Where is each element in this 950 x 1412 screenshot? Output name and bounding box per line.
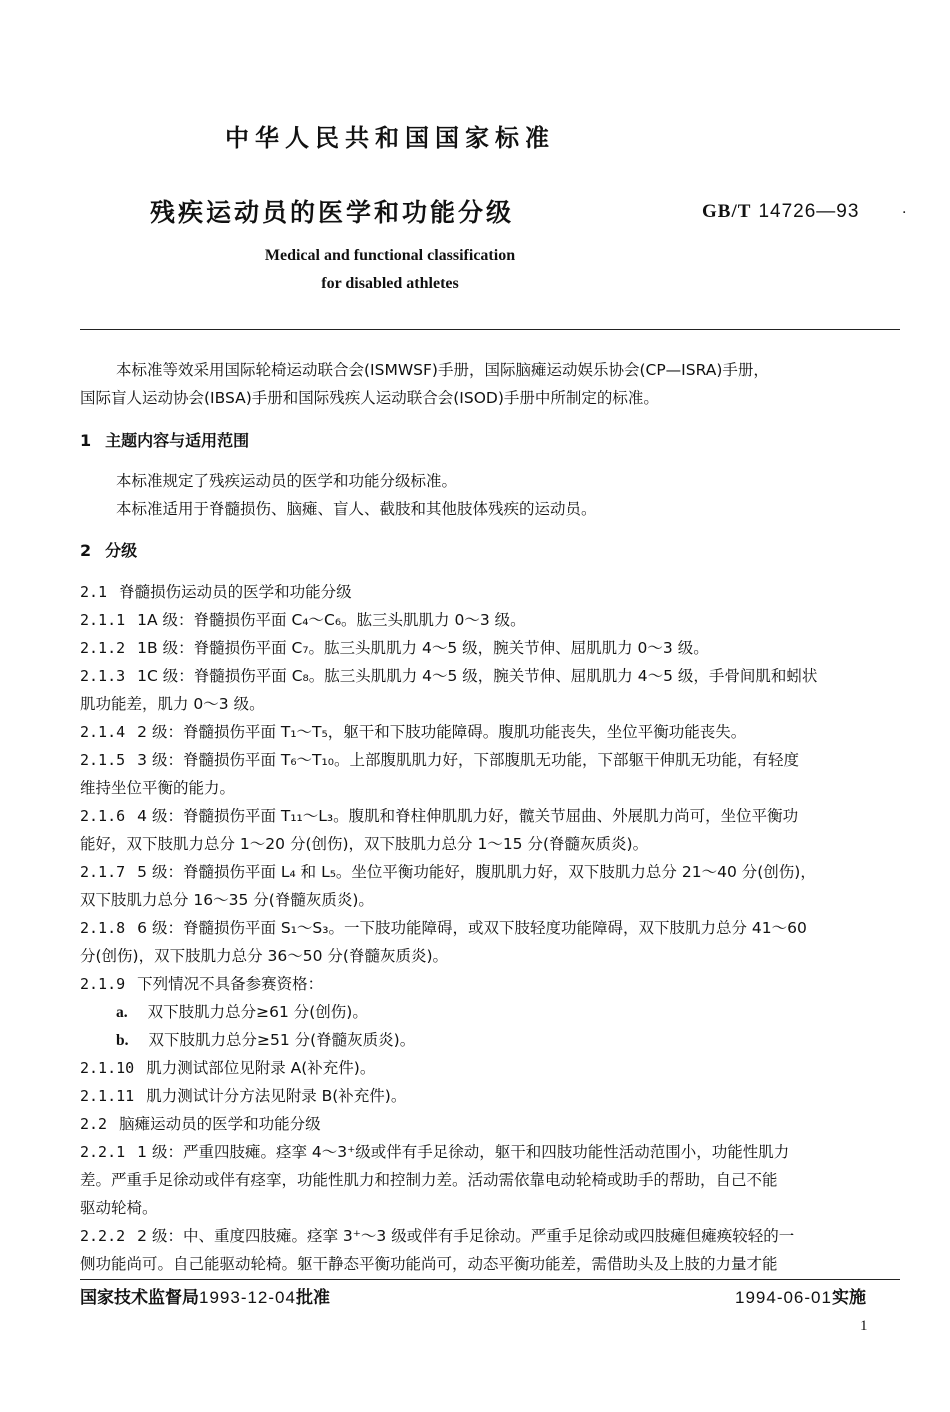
- clause-text: 2 级：脊髓损伤平面 T₁～T₅，躯干和下肢功能障碍。腹肌功能丧失，坐位平衡功能丧失。: [137, 723, 747, 741]
- sub-item-text: 双下肢肌力总分≥61 分(创伤)。: [147, 1003, 368, 1021]
- clause-text: 脊髓损伤运动员的医学和功能分级: [119, 583, 352, 601]
- clause-number: 2.1.6: [80, 807, 126, 825]
- section-1-para-2: 本标准适用于脊髓损伤、脑瘫、盲人、截肢和其他肢体残疾的运动员。: [116, 500, 597, 518]
- section-2-heading: [80, 537, 902, 565]
- approval-label: 批准: [295, 1288, 330, 1308]
- implementation-label: 实施: [831, 1288, 866, 1308]
- clause-number: 2.1.10: [80, 1059, 135, 1077]
- clause-2-1-9: [80, 970, 902, 998]
- section-title: 分级: [105, 541, 138, 560]
- document-title: 残疾运动员的医学和功能分级: [150, 198, 515, 227]
- clause-2-1-5-cont: 维持坐位平衡的能力。: [80, 779, 236, 797]
- clause-text: 下列情况不具备参赛资格：: [137, 975, 324, 993]
- clause-number: 2.2: [80, 1115, 108, 1133]
- clause-number: 2.1.7: [80, 863, 126, 881]
- clause-number: 2.2.1: [80, 1143, 126, 1161]
- clause-text: 5 级：脊髓损伤平面 L₄ 和 L₅。坐位平衡功能好，腹肌肌力好，双下肢肌力总分 21～40 分(创伤)，: [137, 863, 816, 881]
- clause-number: 2.1.8: [80, 919, 126, 937]
- sub-item-index: b.: [116, 1032, 129, 1049]
- sub-item-index: a.: [116, 1004, 128, 1021]
- implementation-date: 1994-06-01: [735, 1288, 832, 1307]
- clause-text: 1 级：严重四肢瘫。痉挛 4～3⁺级或伴有手足徐动，躯干和四肢功能性活动范围小，功能性肌力: [137, 1143, 790, 1161]
- clause-number: 2.2.2: [80, 1227, 126, 1245]
- clause-2-1-8-cont: 分(创伤)，双下肢肌力总分 36～50 分(脊髓灰质炎)。: [80, 947, 448, 965]
- clause-2-1-1: [80, 606, 902, 634]
- clause-text: 1B 级：脊髓损伤平面 C₇。肱三头肌肌力 4～5 级，腕关节伸、屈肌肌力 0～3 级。: [137, 639, 709, 657]
- header-rule: [80, 329, 900, 330]
- implementation-line: [735, 1283, 866, 1308]
- clause-2-1-2: [80, 634, 902, 662]
- standard-prefix: GB/T: [702, 201, 752, 222]
- section-number: 2: [80, 541, 92, 560]
- english-title-line-1: Medical and functional classification: [264, 247, 516, 264]
- approval-date: 1993-12-04: [199, 1288, 296, 1307]
- clause-text: 肌力测试计分方法见附录 B(补充件)。: [146, 1087, 407, 1105]
- clause-2-2-1: [80, 1138, 902, 1166]
- clause-number: 2.1: [80, 583, 108, 601]
- clause-text: 2 级：中、重度四肢瘫。痉挛 3⁺～3 级或伴有手足徐动。严重手足徐动或四肢瘫但瘫痪较轻的一: [137, 1227, 795, 1245]
- footer-rule: [80, 1279, 900, 1280]
- clause-text: 3 级：脊髓损伤平面 T₆～T₁₀。上部腹肌肌力好，下部腹肌无功能，下部躯干伸肌无功能，有轻度: [137, 751, 799, 769]
- clause-number: 2.1.5: [80, 751, 126, 769]
- clause-number: 2.1.9: [80, 975, 126, 993]
- clause-text: 1A 级：脊髓损伤平面 C₄～C₆。肱三头肌肌力 0～3 级。: [137, 611, 526, 629]
- clause-2-1-7-cont: 双下肢肌力总分 16～35 分(脊髓灰质炎)。: [80, 891, 374, 909]
- clause-2-1: [80, 578, 902, 606]
- clause-2-1-5: [80, 746, 902, 774]
- standard-org-heading: 中华人民共和国国家标准: [225, 124, 555, 152]
- page-number: 1: [860, 1318, 868, 1334]
- clause-text: 1C 级：脊髓损伤平面 C₈。肱三头肌肌力 4～5 级，腕关节伸、屈肌肌力 4～5 级，手骨间肌和蚓状: [137, 667, 818, 685]
- standard-code: 14726—93: [758, 201, 860, 222]
- section-number: 1: [80, 431, 92, 450]
- clause-2-2-2: [80, 1222, 902, 1250]
- clause-number: 2.1.1: [80, 611, 126, 629]
- clause-2-2: [80, 1110, 902, 1138]
- english-title-line-2: for disabled athletes: [321, 275, 459, 292]
- standard-number: [702, 200, 859, 223]
- clause-2-1-7: [80, 858, 902, 886]
- sub-item-b: [116, 1026, 896, 1055]
- intro-line-1: 本标准等效采用国际轮椅运动联合会(ISMWSF)手册，国际脑瘫运动娱乐协会(CP—ISRA)手册，: [116, 361, 769, 379]
- clause-2-1-4: [80, 718, 902, 746]
- stray-mark: ·: [902, 205, 907, 221]
- clause-2-1-6-cont: 能好，双下肢肌力总分 1～20 分(创伤)，双下肢肌力总分 1～15 分(脊髓灰质炎)。: [80, 835, 649, 853]
- section-title: 主题内容与适用范围: [105, 431, 250, 450]
- section-1-heading: [80, 427, 902, 455]
- clause-2-2-2-cont: 侧功能尚可。自己能驱动轮椅。躯干静态平衡功能尚可，动态平衡功能差，需借助头及上肢的力量才能: [80, 1255, 778, 1273]
- clause-2-2-1-cont-1: 差。严重手足徐动或伴有痉挛，功能性肌力和控制力差。活动需依靠电动轮椅或助手的帮助，自己不能: [80, 1171, 778, 1189]
- approval-line: [80, 1283, 330, 1308]
- clause-number: 2.1.11: [80, 1087, 135, 1105]
- clause-2-1-3: [80, 662, 902, 690]
- clause-number: 2.1.3: [80, 667, 126, 685]
- clause-2-2-1-cont-2: 驱动轮椅。: [80, 1199, 158, 1217]
- sub-item-text: 双下肢肌力总分≥51 分(脊髓灰质炎)。: [148, 1031, 416, 1049]
- approving-authority: 国家技术监督局: [80, 1288, 199, 1308]
- sub-item-a: [116, 998, 896, 1027]
- clause-2-1-10: [80, 1054, 902, 1082]
- clause-text: 肌力测试部位见附录 A(补充件)。: [146, 1059, 376, 1077]
- intro-line-2: 国际盲人运动协会(IBSA)手册和国际残疾人运动联合会(ISOD)手册中所制定的标准。: [80, 389, 659, 407]
- clause-2-1-6: [80, 802, 902, 830]
- clause-2-1-8: [80, 914, 902, 942]
- clause-number: 2.1.2: [80, 639, 126, 657]
- clause-text: 6 级：脊髓损伤平面 S₁～S₃。一下肢功能障碍，或双下肢轻度功能障碍，双下肢肌力总分 41～60: [137, 919, 807, 937]
- clause-text: 脑瘫运动员的医学和功能分级: [119, 1115, 321, 1133]
- clause-number: 2.1.4: [80, 723, 126, 741]
- clause-text: 4 级：脊髓损伤平面 T₁₁～L₃。腹肌和脊柱伸肌肌力好，髋关节屈曲、外展肌力尚可，坐位平衡功: [137, 807, 799, 825]
- clause-2-1-11: [80, 1082, 902, 1110]
- clause-2-1-3-cont: 肌功能差，肌力 0～3 级。: [80, 695, 265, 713]
- section-1-para-1: 本标准规定了残疾运动员的医学和功能分级标准。: [116, 472, 458, 490]
